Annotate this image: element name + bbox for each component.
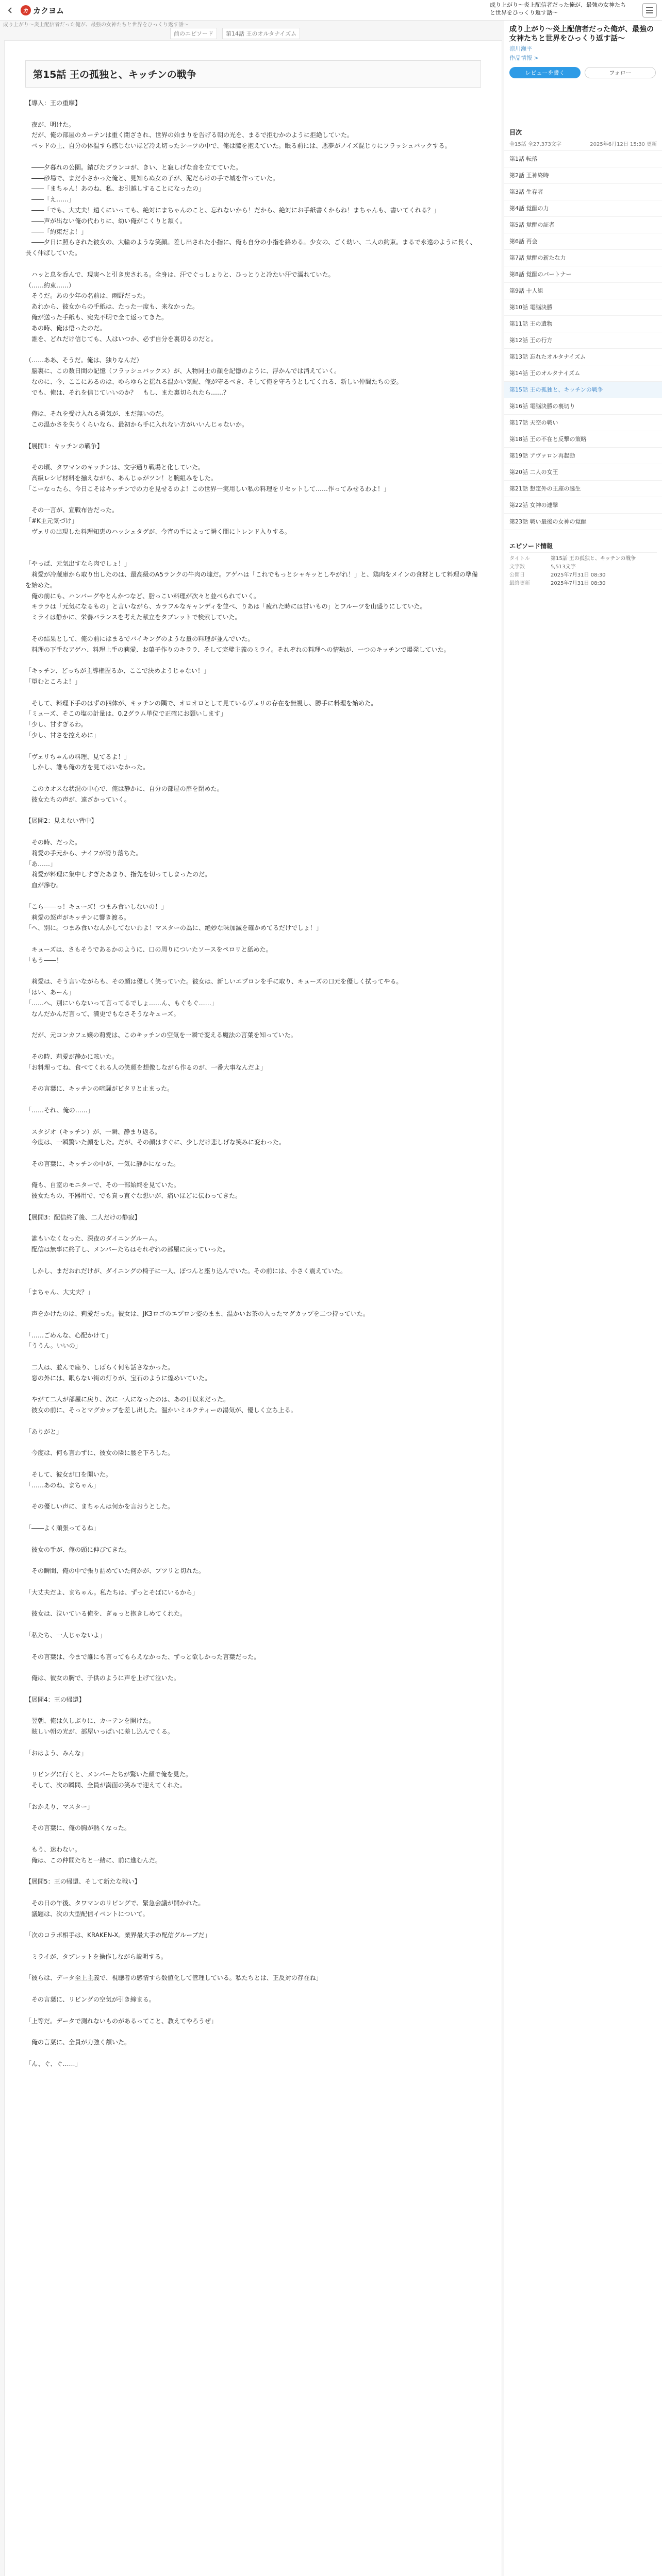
episode-paragraph	[25, 430, 481, 441]
episode-paragraph: 声をかけたのは、莉愛だった。彼女は、JK3ロゴのエプロン姿のまま、温かいお茶の入ったマグカップを二つ持っていた。	[25, 1310, 369, 1318]
episode-paragraph: その言葉に、キッチンの喧騒がピタリと止まった。	[25, 1085, 174, 1093]
episode-paragraph: そして、彼女が口を開いた。	[25, 1471, 112, 1478]
episode-paragraph: 俺も、自室のモニターで、その一部始終を見ていた。	[25, 1181, 180, 1189]
episode-paragraph	[25, 1459, 481, 1469]
episode-paragraph: 「お料理ってね、食べてくれる人の笑顔を想像しながら作るのが、一番大事なんだよ」	[25, 1063, 267, 1071]
info-value: 第15話 王の孤独と、キッチンの戦争	[551, 556, 636, 562]
episode-paragraph: 今度は、一瞬驚いた顔をした。だが、その顔はすぐに、少しだけ悲しげな笑みに変わった。	[25, 1139, 285, 1146]
episode-paragraph: 血が滲む。	[25, 882, 63, 889]
toc-updated: 2025年6月12日 15:30 更新	[590, 142, 657, 147]
episode-paragraph	[25, 109, 481, 120]
episode-paragraph: ミライは静かに、栄養バランスを考えた献立をタブレットで検索していた。	[25, 614, 241, 621]
episode-paragraph: 誰を、どれだけ信じても、人はいつか、必ず自分を裏切るのだと。	[25, 335, 218, 343]
episode-paragraph	[25, 1866, 481, 1876]
prev-episode-link[interactable]: 前のエピソード	[170, 28, 217, 39]
episode-paragraph	[25, 451, 481, 462]
episode-paragraph: ――「まちゃん！あのね、私、お引越しすることになったの」	[25, 185, 205, 193]
write-review-button[interactable]: レビューを書く	[509, 67, 581, 78]
episode-paragraph: 彼女の手が、俺の頭に伸びてきた。	[25, 1546, 131, 1553]
episode-info	[504, 553, 662, 590]
episode-paragraph	[25, 1834, 481, 1844]
episode-paragraph: ――「え……」	[25, 196, 75, 204]
info-value: 2025年7月31日 08:30	[551, 572, 606, 578]
episode-paragraph: 「――よく頑張ってるね」	[25, 1524, 100, 1532]
episode-paragraph	[25, 1148, 481, 1159]
episode-paragraph: 莉愛が冷蔵庫から取り出したのは、最高級のA5ランクの牛肉の塊だ。アゲハは「これでもっとシャキッとしやがれ！」と、鶏肉をメインの食材として料理の準備を始めた。	[25, 571, 478, 589]
episode-paragraph: このカオスな状況の中心で、俺は静かに、自分の部屋の扉を閉めた。	[25, 785, 223, 792]
episode-paragraph: 俺は、それを受け入れる勇気が、まだ無いのだ。	[25, 410, 168, 418]
episode-paragraph: 配信は無事に終了し、メンバーたちはそれぞれの部屋に戻っていった。	[25, 1246, 229, 1253]
episode-paragraph: 「……それ、俺の……」	[25, 1106, 94, 1114]
episode-paragraph: スタジオ（キッチン）が、一瞬、静まり返る。	[25, 1128, 161, 1136]
sidebar	[504, 21, 662, 2576]
episode-paragraph: 莉愛が料理に集中しすぎたあまり、指先を切ってしまったのだ。	[25, 871, 211, 878]
episode-paragraph	[25, 891, 481, 902]
episode-paragraph: 「#K主元気づけ」	[25, 517, 78, 525]
episode-paragraph: 【展開3：配信終了後、二人だけの静寂】	[25, 1213, 141, 1221]
episode-paragraph: 彼女たちの、不器用で、でも真っ直ぐな想いが、痛いほどに伝わってきた。	[25, 1192, 242, 1200]
info-key: 公開日	[509, 572, 525, 578]
episode-paragraph: 「ん、ぐ、ぐ……」	[25, 2060, 81, 2067]
episode-paragraph: その言葉に、俺の胸が熱くなった。	[25, 1824, 131, 1832]
episode-paragraph	[25, 1073, 481, 1084]
next-episode-link[interactable]: 第14話 王のオルタナイズム	[222, 28, 300, 39]
toc-item[interactable]: 第21話 想定外の王座の誕生	[504, 481, 662, 497]
episode-paragraph: 誰もいなくなった、深夜のダイニングルーム。	[25, 1235, 161, 1243]
episode-paragraph	[25, 2005, 481, 2016]
episode-paragraph: 「上等だ。データで測れないものがあるってこと、教えてやろうぜ」	[25, 2017, 218, 2025]
episode-paragraph: 窓の外には、眠らない街の灯りが、宝石のように煌めいていた。	[25, 1374, 211, 1382]
toc-item[interactable]: 第15話 王の孤独と、キッチンの戦争	[504, 382, 662, 398]
toc-item[interactable]: 第10話 電脳決勝	[504, 299, 662, 316]
episode-paragraph: 「おかえり、マスター」	[25, 1803, 94, 1810]
episode-paragraph: 「ミューズ、そこの塩の計量は、0.2グラム単位で正確にお願いします」	[25, 710, 227, 718]
toc-item[interactable]: 第8話 覚醒のパートナー	[504, 266, 662, 283]
episode-paragraph	[25, 773, 481, 784]
info-value: 2025年7月31日 08:30	[551, 581, 606, 586]
episode-paragraph: 「……へ、別にいらないって言ってるでしょ……ん、もぐもぐ……」	[25, 999, 218, 1007]
episode-paragraph: 【展開4：王の帰還】	[25, 1696, 85, 1703]
episode-paragraph: （……ああ、そうだ。俺は、独りなんだ）	[25, 357, 143, 364]
episode-paragraph	[25, 1298, 481, 1309]
info-key: 文字数	[509, 564, 525, 570]
episode-paragraph: 俺は、この仲間たちと一緒に、前に進むんだ。	[25, 1856, 162, 1864]
info-row	[509, 563, 657, 571]
episode-paragraph: もう、迷わない。	[25, 1845, 81, 1853]
episode-paragraph: その優しい声に、まちゃんは何かを言おうとした。	[25, 1503, 174, 1511]
episode-paragraph	[25, 655, 481, 666]
info-row	[509, 571, 657, 580]
episode-paragraph: キララは「元気になるもの」と言いながら、カラフルなキャンディを並べ、りあは「疲れた時には甘いもの」とフルーツを山盛りにしていた。	[25, 603, 426, 611]
sidebar-author[interactable]: 涼川瀬平	[509, 45, 532, 52]
episode-paragraph: 「へ、別に。つまみ食いなんかしてないわよ！マスターの為に、絶妙な味加減を確かめてるだけでしょ！」	[25, 924, 323, 932]
episode-paragraph	[25, 259, 481, 269]
episode-paragraph: あの時、俺は悟ったのだ。	[25, 324, 106, 332]
toc-item[interactable]: 第9話 十人組	[504, 283, 662, 299]
episode-paragraph	[25, 1277, 481, 1287]
episode-paragraph: ベッドの上、自分の体温すら感じないほど冷え切ったシーツの中で、俺は膝を抱えていた。眠る前には、悪夢がノイズ混じりにフラッシュバックする。	[25, 142, 451, 150]
episode-paragraph: 料理の下手なアゲハ、料理上手の莉愛、お菓子作りのキララ、そして完璧主義のミライ。それぞれの料理への情熱が、一つのキッチンで爆発していた。	[25, 646, 450, 653]
toc-item[interactable]: 第20話 二人の女王	[504, 464, 662, 481]
episode-paragraph: 俺の言葉に、全員が力強く頷いた。	[25, 2039, 131, 2046]
episode-paragraph: 莉愛は、そう言いながらも、その顔は優しく笑っていた。彼女は、新しいエプロンを手に取り、キューズの口元を優しく拭ってやる。	[25, 978, 403, 986]
episode-paragraph	[25, 1491, 481, 1502]
episode-paragraph	[25, 1962, 481, 1973]
episode-paragraph	[25, 826, 481, 837]
episode-paragraph: 莉愛の怒声がキッチンに響き渡る。	[25, 913, 130, 921]
toc-list	[504, 151, 662, 530]
episode-paragraph: 「……あのね、まちゃん」	[25, 1481, 100, 1489]
episode-paragraph	[25, 398, 481, 409]
episode-paragraph: 「少し、甘すぎるわ。	[25, 721, 87, 728]
episode-paragraph	[25, 1094, 481, 1105]
episode-paragraph: 「……ごめんな、心配かけて」	[25, 1331, 112, 1339]
episode-paragraph: そうだ。あの少年の名前は、雨野だった。	[25, 292, 150, 300]
episode-paragraph	[25, 741, 481, 752]
episode-paragraph: 議題は、次の大型配信イベントについて。	[25, 1910, 149, 1918]
episode-title: 第15話 王の孤独と、キッチンの戦争	[25, 60, 481, 88]
episode-paragraph: あれから、彼女からの手紙は、たった一度も、来なかった。	[25, 303, 199, 311]
episode-main	[4, 40, 502, 2576]
toc-item[interactable]: 第23話 戦い最後の女神の覚醒	[504, 514, 662, 530]
episode-paragraph	[25, 537, 481, 548]
episode-paragraph: 彼女は、泣いている俺を、ぎゅっと抱きしめてくれた。	[25, 1610, 187, 1618]
episode-paragraph: 俺は、彼女の胸で、子供のように声を上げて泣いた。	[25, 1674, 180, 1682]
toc-item[interactable]: 第11話 王の遺物	[504, 316, 662, 332]
episode-paragraph: 今度は、何も言わずに、彼女の隣に腰を下ろした。	[25, 1449, 174, 1457]
menu-icon[interactable]	[642, 3, 657, 18]
info-key: タイトル	[509, 556, 530, 562]
episode-paragraph: しかし、誰も俺の方を見てはいなかった。	[25, 764, 150, 771]
episode-paragraph: （……約束……）	[25, 281, 75, 289]
toc-item[interactable]: 第14話 王のオルタナイズム	[504, 365, 662, 382]
episode-paragraph	[25, 1598, 481, 1609]
toc-item[interactable]: 第4話 覚醒の力	[504, 200, 662, 217]
episode-paragraph: その日の午後、タワマンのリビングで、緊急会議が開かれた。	[25, 1899, 205, 1907]
episode-paragraph: ――「でも、大丈夫！遠くにいっても、絶対にまちゃんのこと、忘れないから！だから、絶対にお手紙書くからね！まちゃんも、書いてくれる？」	[25, 206, 440, 214]
toc-item[interactable]: 第19話 アヴァロン再起動	[504, 448, 662, 464]
episode-paragraph: その言葉に、リビングの空気が引き締まる。	[25, 1996, 155, 2004]
episode-paragraph: キューズは、さもそうであるかのように、口の周りについたソースをペロリと舐めた。	[25, 945, 272, 953]
episode-paragraph: ――夕暮れの公園。錆びたブランコが、きい、と寂しげな音を立てていた。	[25, 163, 242, 171]
episode-paragraph: なのに、今、ここにあるのは、ゆらゆらと揺れる温かい気配、俺が守るべき、そして俺を守ろうとしてくれる、新しい仲間たちの姿。	[25, 378, 403, 385]
episode-paragraph	[25, 1577, 481, 1587]
episode-paragraph: 「ヴェリちゃんの料理、見てるよ！」	[25, 753, 130, 760]
episode-paragraph: そして、料理下手のはずの四体が、キッチンの隅で、オロオロとして見ているヴェリの存在を無視し、勝手に料理を始めた。	[25, 699, 377, 707]
episode-paragraph: 「彼らは、データ至上主義で、視聴者の感情すら数値化して管理している。私たちとは、正反対の存在ね」	[25, 1974, 322, 1982]
episode-paragraph: 眩しい朝の光が、部屋いっぱいに差し込んでくる。	[25, 1728, 174, 1736]
toc-item[interactable]: 第16話 電脳決勝の裏切り	[504, 398, 662, 415]
episode-paragraph: 彼女の前に、そっとマグカップを差し出した。温かいミルクティーの湯気が、優しく立ち上る。	[25, 1406, 297, 1414]
episode-paragraph	[25, 1705, 481, 1716]
episode-paragraph	[25, 2026, 481, 2037]
episode-paragraph: やがて二人が部屋に戻り、次に一人になったのは、あの日以来だった。	[25, 1396, 230, 1403]
episode-paragraph: リビングに行くと、メンバーたちが驚いた顔で俺を見た。	[25, 1771, 192, 1778]
episode-paragraph: だが、元コンカフェ嬢の莉愛は、このキッチンの空気を一瞬で変える魔法の言葉を知っていた。	[25, 1031, 297, 1039]
episode-paragraph	[25, 1684, 481, 1694]
episode-paragraph: 「もう――！	[25, 956, 63, 964]
episode-paragraph	[25, 1255, 481, 1266]
episode-paragraph: 二人は、並んで座り、しばらく何も話さなかった。	[25, 1364, 174, 1371]
toc-item[interactable]: 第17話 天空の戦い	[504, 415, 662, 431]
episode-info-heading: エピソード情報	[509, 541, 657, 553]
episode-paragraph	[25, 1384, 481, 1395]
episode-paragraph: 「やっぱ、元気出すなら肉でしょ！」	[25, 560, 131, 568]
episode-paragraph: その言葉に、キッチンの中が、一気に静かになった。	[25, 1160, 180, 1167]
toc-item[interactable]: 第2話 王神終時	[504, 167, 662, 184]
episode-paragraph: その結果として、俺の前にはまるでバイキングのような量の料理が並んでいた。	[25, 635, 254, 642]
episode-paragraph: 「少し、甘さを控えめに」	[25, 732, 100, 739]
episode-paragraph: その時、だった。	[25, 838, 81, 846]
episode-paragraph: 莉愛の手元から、ナイフが滑り落ちた。	[25, 849, 142, 857]
episode-paragraph: 「こら――っ！キューズ！つまみ食いしないの！」	[25, 903, 168, 910]
episode-paragraph	[25, 1437, 481, 1448]
episode-paragraph: 「ありがと」	[25, 1428, 63, 1435]
episode-paragraph	[25, 1041, 481, 1052]
episode-paragraph	[25, 966, 481, 977]
toc-item[interactable]: 第12話 王の行方	[504, 332, 662, 349]
info-key: 最終更新	[509, 581, 530, 586]
episode-paragraph	[25, 494, 481, 505]
episode-paragraph: ミライが、タブレットを操作しながら説明する。	[25, 1953, 168, 1960]
toc-item[interactable]: 第13話 忘れたオルタナイズム	[504, 349, 662, 365]
episode-paragraph	[25, 1984, 481, 1994]
back-icon[interactable]	[3, 3, 18, 18]
episode-paragraph: そして、次の瞬間、全員が満面の笑みで迎えてくれた。	[25, 1782, 186, 1789]
episode-paragraph	[25, 1887, 481, 1898]
episode-paragraph: 翌朝、俺は久しぶりに、カーテンを開けた。	[25, 1717, 155, 1725]
episode-paragraph	[25, 623, 481, 634]
episode-paragraph: この温かさを失うくらいなら、最初から手に入れない方がいいんじゃないか。	[25, 420, 249, 428]
episode-paragraph: 「私たち、一人じゃないよ」	[25, 1631, 106, 1639]
episode-paragraph	[25, 1555, 481, 1566]
episode-paragraph	[25, 1737, 481, 1748]
episode-paragraph: 【導入：王の重摩】	[25, 99, 81, 107]
episode-paragraph	[25, 1759, 481, 1770]
toc-count: 全15話 全27,373文字	[509, 142, 561, 147]
toc-heading: 目次	[509, 129, 522, 136]
episode-paragraph: 高級レシピ材料を揃えながら、あんじゅがツン！と腕組みをした。	[25, 474, 217, 482]
sidebar-work-title[interactable]: 成り上がり〜炎上配信者だった俺が、最強の女神たちと世界をひっくり返す話〜	[509, 25, 654, 43]
toc-item[interactable]: 第18話 王の不在と反撃の策略	[504, 431, 662, 448]
episode-body	[25, 98, 481, 2070]
toc-item[interactable]: 第1話 転落	[504, 151, 662, 167]
episode-paragraph: その時、莉愛が静かに呟いた。	[25, 1053, 119, 1060]
episode-paragraph: 「こーなったら、今日こそはキッチンでの力を見せるのよ！この世界一実用しい私の料理をリセットして……作ってみせるわよ！」	[25, 485, 390, 493]
episode-paragraph: その瞬間、俺の中で張り詰めていた何かが、プツリと切れた。	[25, 1567, 205, 1575]
episode-paragraph: その言葉は、今まで誰にも言ってもらえなかった、ずっと欲しかった言葉だった。	[25, 1653, 260, 1660]
episode-paragraph: 【展開2：見えない背中】	[25, 817, 97, 825]
episode-paragraph	[25, 1512, 481, 1523]
toc-meta	[504, 139, 662, 151]
episode-paragraph: 【展開1：キッチンの戦争】	[25, 442, 103, 450]
episode-paragraph	[25, 151, 481, 162]
chapter-nav	[170, 28, 300, 39]
episode-paragraph: ――砂場で、まだ小さかった俺と、見知らぬ女の子が、泥だらけの手で城を作っていた。	[25, 174, 279, 182]
site-logo[interactable]	[21, 5, 64, 16]
top-bar-right	[642, 3, 657, 18]
info-value: 5,513文字	[551, 564, 576, 570]
episode-paragraph: ハッと息を呑んで、現実へと引き戻される。全身は、汗でぐっしょりと、ひっとりと冷たい汗で濡れていた。	[25, 270, 335, 278]
episode-paragraph	[25, 1641, 481, 1652]
episode-paragraph	[25, 1351, 481, 1362]
episode-paragraph	[25, 1170, 481, 1180]
toc-item[interactable]: 第22話 女神の連撃	[504, 497, 662, 514]
breadcrumb-path[interactable]: 成り上がり〜炎上配信者だった俺が、最強の女神たちと世界をひっくり返す話〜	[3, 22, 189, 28]
episode-paragraph	[25, 1941, 481, 1952]
toc-item[interactable]: 第7話 覚醒の新たな力	[504, 250, 662, 266]
info-row	[509, 580, 657, 588]
episode-paragraph: 「あ……」	[25, 860, 57, 868]
episode-paragraph	[25, 1919, 481, 1930]
episode-paragraph	[25, 1619, 481, 1630]
top-bar-left	[3, 3, 64, 18]
episode-paragraph	[25, 1319, 481, 1330]
episode-paragraph: でも、俺は、それを信じていいのか？ もし、また裏切られたら……？	[25, 388, 230, 396]
episode-paragraph: 夜が、明けた。	[25, 121, 75, 128]
episode-paragraph: 「ううん。いいの」	[25, 1342, 81, 1350]
episode-paragraph	[25, 548, 481, 558]
episode-paragraph: 「まちゃん、大丈夫？」	[25, 1289, 94, 1296]
episode-paragraph	[25, 1223, 481, 1234]
logo-mark: カ	[21, 5, 31, 15]
episode-paragraph	[25, 1812, 481, 1823]
episode-paragraph	[25, 1116, 481, 1127]
episode-paragraph: だが、俺の部屋のカーテンは重く閉ざされ、世界の始まりを告げる朝の光を、まるで拒むかのように拒絶していた。	[25, 131, 354, 139]
toc-item[interactable]: 第3話 生存者	[504, 184, 662, 200]
logo-text: カクヨム	[33, 6, 64, 15]
top-bar	[0, 0, 662, 21]
episode-paragraph: 「はい、あーん」	[25, 989, 75, 996]
episode-paragraph	[25, 1020, 481, 1030]
episode-paragraph	[25, 1662, 481, 1673]
episode-paragraph: ――夕日に照らされた彼女の、大輪のような笑顔。差し出された小指に、俺も自分の小指を絡める。少女の、ごく幼い、二人の約束。まるで永遠のように長く、長く伸ばしていた。	[25, 239, 476, 257]
episode-paragraph: 彼女たちの声が、遠ざかっていく。	[25, 795, 130, 803]
episode-paragraph	[25, 1534, 481, 1545]
toc-item[interactable]: 第6話 再会	[504, 233, 662, 250]
episode-paragraph	[25, 1791, 481, 1802]
sidebar-buttons	[504, 62, 662, 83]
episode-paragraph: ――声が出ない俺の代わりに、幼い俺がこくりと頷く。	[25, 217, 186, 225]
episode-paragraph: 脳裏に、この数日間の記憶（フラッシュバックス）が、人物同士の顔を記憶のように、浮かんでは消えていく。	[25, 367, 341, 375]
episode-paragraph: ――「約束だよ！」	[25, 228, 88, 235]
info-row	[509, 555, 657, 563]
episode-paragraph: その頃、タワマンのキッチンは、文字通り戦場と化していた。	[25, 464, 205, 471]
header-work-title[interactable]: 成り上がり〜炎上配信者だった俺が、最強の女神たちと世界をひっくり返す話〜	[490, 2, 626, 16]
episode-paragraph: 「おはよう、みんな」	[25, 1749, 88, 1757]
episode-paragraph: 「次のコラボ相手は、KRAKEN-X。業界最大手の配信グループだ」	[25, 1931, 211, 1939]
toc-item[interactable]: 第5話 覚醒の証者	[504, 217, 662, 233]
work-info-link[interactable]: 作品情報 >	[509, 55, 539, 61]
episode-paragraph: その一言が、宣戦布告だった。	[25, 506, 119, 514]
episode-paragraph: しかし、まだおれだけが、ダイニングの椅子に一人、ぽつんと座り込んでいた。その前には、小さく震えていた。	[25, 1267, 347, 1275]
episode-paragraph: 「望むところよ！」	[25, 678, 81, 686]
follow-button[interactable]: フォロー	[585, 67, 656, 78]
episode-paragraph: ヴェリの出現した料理知恵のハッシュタグが、今宵の手によって瞬く間にトレンド入りする。	[25, 528, 291, 535]
episode-paragraph	[25, 1201, 481, 1212]
episode-paragraph: 「キッチン、どっちが主導権握るか、ここで決めようじゃない！」	[25, 667, 210, 675]
episode-paragraph: 俺の前にも、ハンバーグやとんかつなど、脂っこい料理が次々と並べられていく。	[25, 592, 260, 600]
episode-paragraph	[25, 344, 481, 355]
episode-paragraph	[25, 2048, 481, 2059]
episode-paragraph	[25, 934, 481, 944]
episode-paragraph	[25, 805, 481, 816]
episode-paragraph: 俺が送った手紙も、宛先不明で全て返ってきた。	[25, 313, 168, 321]
episode-paragraph	[25, 1416, 481, 1427]
episode-paragraph: 「大丈夫だよ、まちゃん。私たちは、ずっとそばにいるから」	[25, 1588, 199, 1596]
episode-paragraph: なんだかんだ言って、満更でもなさそうなキューズ。	[25, 1010, 180, 1018]
episode-paragraph	[25, 687, 481, 698]
episode-paragraph: 【展開5：王の帰還、そして新たな戦い】	[25, 1878, 141, 1886]
